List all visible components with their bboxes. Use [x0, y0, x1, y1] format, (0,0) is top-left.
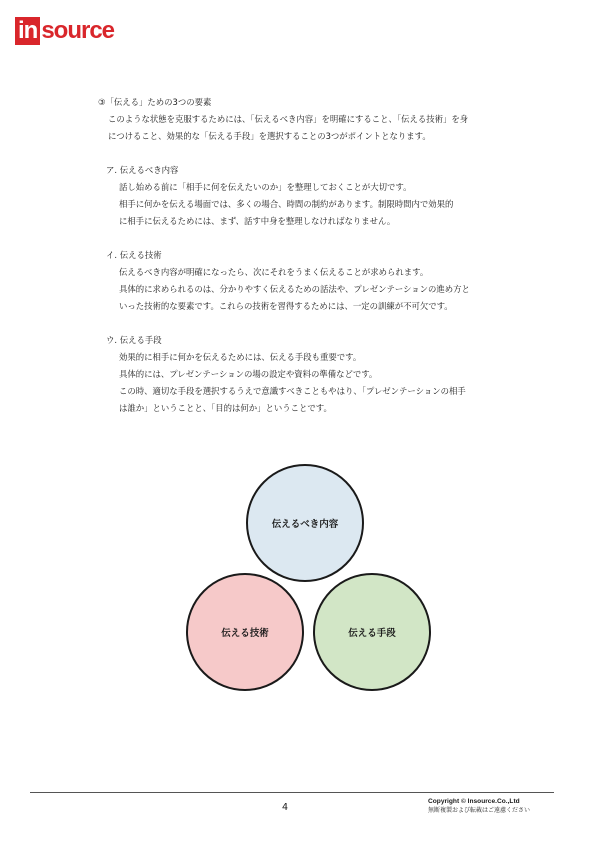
item-title: ウ. 伝える手段 [106, 335, 162, 345]
item-line: 具体的には、プレゼンテーションの場の設定や資料の準備などです。 [119, 369, 378, 379]
circle-label: 伝える手段 [348, 628, 396, 639]
insource-logo [15, 17, 114, 45]
item-line: 相手に何かを伝える場面では、多くの場合、時間の制約があります。制限時間内で効果的 [119, 199, 454, 209]
copyright-text: Copyright © Insource.Co.,Ltd [428, 798, 520, 805]
item-line: いった技術的な要素です。これらの技術を習得するためには、一定の訓練が不可欠です。 [119, 301, 453, 311]
intro-line: につけること、効果的な「伝える手段」を選択することの3つがポイントとなります。 [108, 131, 431, 141]
circle-label: 伝える技術 [221, 628, 269, 639]
item-line: 伝えるべき内容が明確になったら、次にそれをうまく伝えることが求められます。 [119, 267, 429, 277]
circle-label: 伝えるべき内容 [271, 519, 339, 530]
copyright-notice: 無断複製および転載はご遠慮ください [428, 807, 531, 814]
item-title: ア. 伝えるべき内容 [106, 165, 179, 175]
circle-conveying-means [313, 573, 431, 691]
page-number: 4 [281, 802, 289, 813]
circle-conveying-technique [186, 573, 304, 691]
main-content [98, 94, 538, 417]
intro-line: このような状態を克服するためには、「伝えるべき内容」を明確にすること、「伝える技術」を身 [108, 114, 469, 124]
item-line: 効果的に相手に何かを伝えるためには、伝える手段も重要です。 [119, 352, 362, 362]
item-line: に相手に伝えるためには、まず、話す中身を整理しなければなりません。 [119, 216, 396, 226]
item-line: は誰か」ということと、「目的は何か」ということです。 [119, 403, 332, 413]
copyright-block [428, 797, 530, 815]
item-line: 話し始める前に「相手に何を伝えたいのか」を整理しておくことが大切です。 [119, 182, 412, 192]
item-line: この時、適切な手段を選択するうえで意識すべきこともやはり、「プレゼンテーションの相手 [119, 386, 466, 396]
item-title: イ. 伝える技術 [106, 250, 162, 260]
logo-text: source [41, 17, 115, 44]
item-line: 具体的に求められるのは、分かりやすく伝えるための話法や、プレゼンテーションの進め方と [119, 284, 470, 294]
logo-boxed-text: in [15, 17, 40, 45]
footer-divider [30, 792, 554, 793]
circle-content-to-convey [246, 464, 364, 582]
section-title: ③「伝える」ための3つの要素 [98, 97, 212, 107]
